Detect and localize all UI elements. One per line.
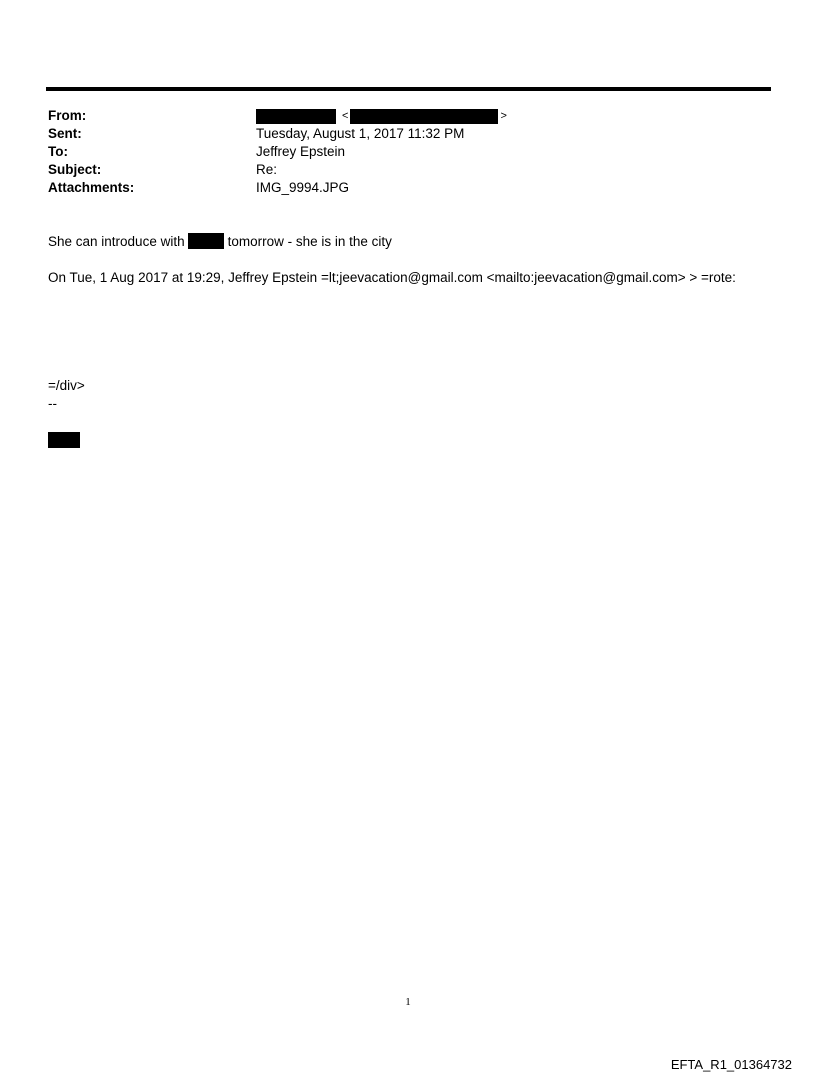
sent-label: Sent: [48, 126, 82, 141]
attachments-label: Attachments: [48, 180, 135, 195]
attachment-filename: IMG_9994.JPG [256, 180, 350, 195]
to-value: Jeffrey Epstein [256, 144, 346, 159]
from-value [256, 107, 507, 125]
subject-value: Re: [256, 162, 278, 177]
bates-number: EFTA_R1_01364732 [670, 1057, 792, 1072]
div-close-artifact: =/div> [48, 378, 85, 393]
redacted-signature [48, 432, 80, 448]
body-text-before-redaction: She can introduce with [48, 234, 185, 249]
redacted-sender-name [256, 109, 336, 124]
header-rule [46, 87, 771, 91]
attachments-row [48, 179, 768, 197]
sent-value: Tuesday, August 1, 2017 11:32 PM [256, 126, 465, 141]
from-open-bracket: < [342, 110, 349, 122]
sent-row [48, 125, 768, 143]
message-body-line [48, 233, 392, 251]
body-text-after-redaction: tomorrow - she is in the city [227, 234, 392, 249]
from-label: From: [48, 108, 87, 123]
subject-label: Subject: [48, 162, 102, 177]
page-number: 1 [405, 996, 411, 1008]
subject-row [48, 161, 768, 179]
from-close-bracket: > [500, 110, 507, 122]
signature-separator: -- [48, 396, 57, 411]
from-row [48, 107, 768, 125]
redacted-name-inline [188, 233, 224, 249]
quoted-header-line: On Tue, 1 Aug 2017 at 19:29, Jeffrey Epstein =lt;jeevacation@gmail.com <mailto:jeevacation@gmail.com> > =rote: [48, 270, 736, 285]
to-row [48, 143, 768, 161]
redacted-sender-email [350, 109, 498, 124]
to-label: To: [48, 144, 68, 159]
